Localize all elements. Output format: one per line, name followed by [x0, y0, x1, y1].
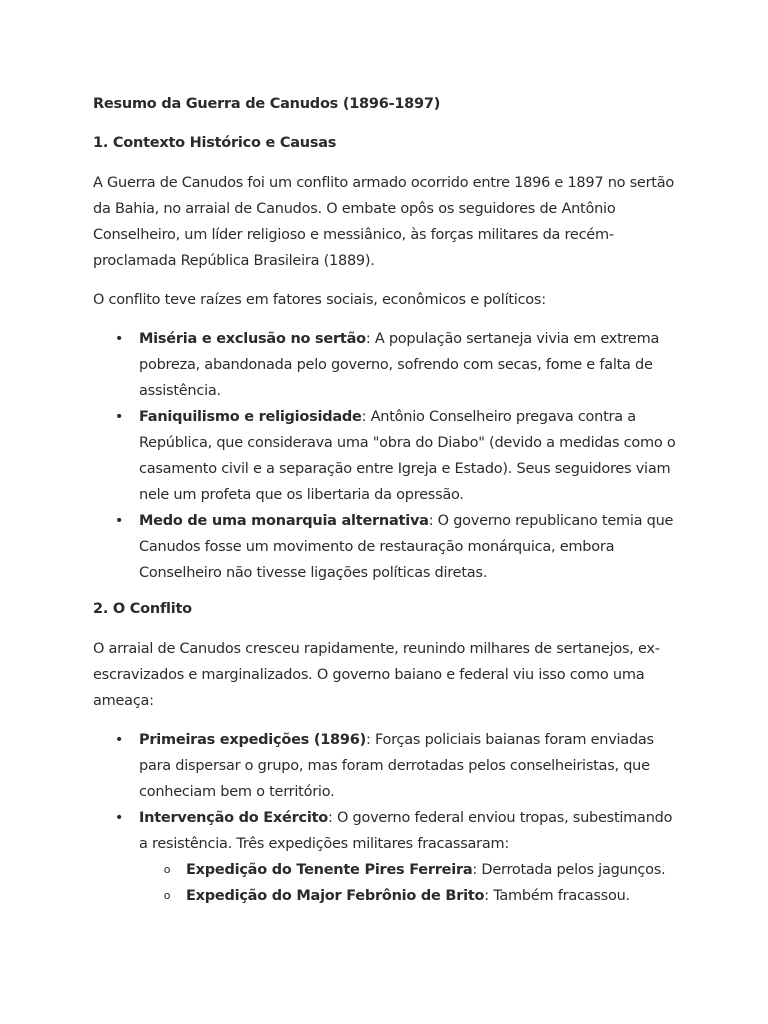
section-heading-conflict: 2. O Conflito: [93, 601, 192, 617]
bullet-icon: •: [114, 409, 124, 425]
paragraph-conflict: O arraial de Canudos cresceu rapidamente, reunindo milhares de sertanejos, ex-escravizados e marginalizados. O governo baiano e federal viu isso como uma ameaça:: [93, 641, 660, 709]
list-item-text: : O governo republicano temia que Canudos fosse um movimento de restauração monárquica, embora Conselheiro não tivesse ligações políticas diretas.: [139, 513, 674, 581]
sub-list-item-text: : Derrotada pelos jagunços.: [472, 862, 666, 878]
list-item: [93, 805, 682, 909]
section-heading-context: 1. Contexto Histórico e Causas: [93, 135, 337, 151]
list-item: [93, 508, 682, 586]
list-item-term: Intervenção do Exército: [139, 810, 328, 826]
sub-list-item-term: Expedição do Major Febrônio de Brito: [186, 888, 485, 904]
bullet-icon: •: [114, 513, 124, 529]
paragraph-intro: A Guerra de Canudos foi um conflito armado ocorrido entre 1896 e 1897 no sertão da Bahia, no arraial de Canudos. O embate opôs os seguidores de Antônio Conselheiro, um líder religioso e messiânico, às forças militares da recém-proclamada República Brasileira (1889).: [93, 175, 675, 269]
sub-list-item-text: : Também fracassou.: [484, 888, 630, 904]
circle-bullet-icon: o: [163, 863, 171, 876]
list-item-text: : O governo federal enviou tropas, subestimando a resistência. Três expedições militares fracassaram:: [139, 810, 673, 852]
list-item: [93, 727, 682, 805]
sub-list-item: [139, 857, 682, 883]
list-item-text: : Forças policiais baianas foram enviadas para dispersar o grupo, mas foram derrotadas pelos conselheiristas, que conheciam bem o território.: [139, 732, 654, 800]
sub-list-item-term: Expedição do Tenente Pires Ferreira: [186, 862, 473, 878]
bullet-icon: •: [114, 331, 124, 347]
list-item-text: : A população sertaneja vivia em extrema pobreza, abandonada pelo governo, sofrendo com secas, fome e falta de assistência.: [139, 331, 660, 399]
list-item-text: : Antônio Conselheiro pregava contra a República, que considerava uma "obra do Diabo" (devido a medidas como o casamento civil e a separação entre Igreja e Estado). Seus seguidores viam nele um profeta que os libertaria da opressão.: [139, 409, 676, 503]
conflict-list: [93, 727, 682, 909]
bullet-icon: •: [114, 810, 124, 826]
list-item-term: Primeiras expedições (1896): [139, 732, 366, 748]
circle-bullet-icon: o: [163, 889, 171, 902]
list-item: [93, 404, 682, 508]
list-item-term: Faniquilismo e religiosidade: [139, 409, 362, 425]
causes-list: [93, 326, 682, 586]
paragraph-roots: O conflito teve raízes em fatores sociais, econômicos e políticos:: [93, 292, 546, 308]
sub-list-item: [139, 883, 682, 909]
list-item-term: Medo de uma monarquia alternativa: [139, 513, 429, 529]
expeditions-sublist: [139, 857, 682, 909]
list-item-term: Miséria e exclusão no sertão: [139, 331, 366, 347]
document-title: Resumo da Guerra de Canudos (1896-1897): [93, 96, 441, 112]
list-item: [93, 326, 682, 404]
bullet-icon: •: [114, 732, 124, 748]
